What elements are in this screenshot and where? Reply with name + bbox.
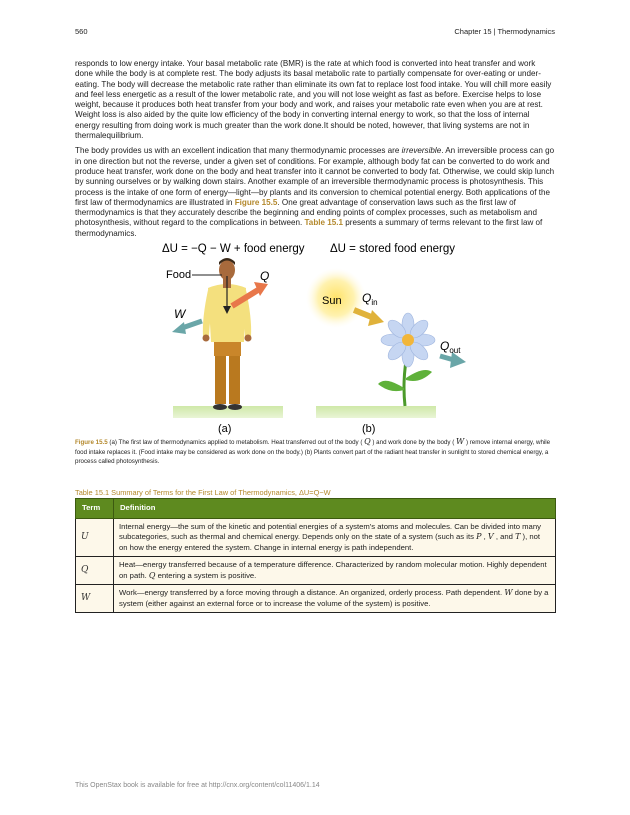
- header-definition: Definition: [114, 499, 556, 519]
- table-header-row: [76, 499, 556, 519]
- heat-in-arrowhead: [368, 310, 384, 326]
- figure-first-law: [140, 238, 480, 438]
- sun-label: Sun: [322, 295, 342, 307]
- figure-caption: Figure 15.5 (a) The first law of thermodynamics applied to metabolism. Heat transferred out of the body ( Q ) and work done by the body ( W ) remove internal energy, while food intake replaces it. (Food intake may be considered as work done on the body.) (b) Plants convert part of the radiant heat transfer in sunlight to stored chemical energy, a process called photosynthesis.: [75, 437, 551, 466]
- w-label: W: [174, 307, 186, 321]
- table-row: [76, 557, 556, 585]
- chapter-title: Chapter 15 | Thermodynamics: [454, 27, 555, 36]
- panel-label-b: (b): [362, 423, 376, 435]
- table-caption: Table 15.1 Summary of Terms for the First Law of Thermodynamics, ΔU=Q−W: [75, 488, 331, 497]
- work-arrowhead: [172, 322, 186, 334]
- figure-link[interactable]: Figure 15.5: [234, 197, 278, 207]
- term-cell: Q: [76, 557, 114, 585]
- panel-label-a: (a): [218, 423, 232, 435]
- emphasis-irreversible: irreversible: [401, 146, 442, 156]
- table-row: [76, 518, 556, 557]
- summary-table: [75, 498, 556, 613]
- flower-figure: [378, 313, 435, 406]
- qin-label: $Q_{in}$: [362, 291, 378, 307]
- term-cell: U: [76, 518, 114, 557]
- body-text: [75, 59, 555, 244]
- qout-label: $Q_{out}$: [440, 339, 461, 355]
- q-label-a: Q: [260, 269, 270, 283]
- food-label: Food: [166, 269, 192, 281]
- definition-cell: Internal energy—the sum of the kinetic and potential energies of a system's atoms and molecules. Can be divided into many subcategories, such as thermal and chemical energy. Depends only on the state of a system (such as its P , V , and T ), not on how the energy entered the system. Change in internal energy is path independent.: [114, 518, 556, 557]
- symbol-w: W: [456, 437, 465, 446]
- ground-b: [316, 406, 436, 418]
- figure-label: Figure 15.5: [75, 439, 108, 446]
- definition-cell: Heat—energy transferred because of a temperature difference. Characterized by random molecular motion. Highly dependent on path. Q entering a system is positive.: [114, 557, 556, 585]
- symbol-q: Q: [364, 437, 371, 446]
- equation-a: ΔU = −Q − W + food energy: [162, 243, 305, 255]
- page-number: 560: [75, 27, 88, 36]
- footer-note: This OpenStax book is available for free at http://cnx.org/content/col11406/1.14: [75, 782, 320, 789]
- header-term: Term: [76, 499, 114, 519]
- table-link[interactable]: Table 15.1: [304, 218, 344, 228]
- work-arrow: [182, 321, 202, 328]
- equation-b: ΔU = stored food energy: [330, 243, 455, 255]
- table-row: [76, 585, 556, 613]
- term-cell: W: [76, 585, 114, 613]
- ground-a: [173, 406, 283, 418]
- paragraph-2: The body provides us with an excellent indication that many thermodynamic processes are irreversible. An irreversible process can go in one direction but not the reverse, under a given set of conditions. For example, although body fat can be converted to do work and produce heat transfer, work done on the body and heat transfer into it cannot be converted to body fat. Otherwise, we could skip lunch by sunning ourselves or by walking down stairs. Another example of an irreversible thermodynamic process is photosynthesis. This process is the intake of one form of energy—light—by plants and its conversion to chemical potential energy. Both applications of the first law of thermodynamics are illustrated in Figure 15.5. One great advantage of conservation laws such as the first law of thermodynamics is that they accurately describe the beginning and ending points of complex processes, such as metabolism and photosynthesis, without regard to the complications in between. Table 15.1 presents a summary of terms relevant to the first law of thermodynamics.: [75, 146, 555, 238]
- definition-cell: Work—energy transferred by a force moving through a distance. An organized, orderly process. Path dependent. W done by a system (either against an external force or to increase the volume of the system) is positive.: [114, 585, 556, 613]
- paragraph-1: responds to low energy intake. Your basal metabolic rate (BMR) is the rate at which food is converted into heat transfer and work done while the body is at complete rest. The body adjusts its basal metabolic rate to partially compensate for over-eating or under-eating. The body will decrease the metabolic rate rather than eliminate its own fat to replace lost food intake. You will chill more easily and feel less energetic as a result of the lower metabolic rate, and you will not lose weight as fast as before. Exercise helps to lose weight, because it produces both heat transfer from your body and work, and raises your metabolic rate even when you are at rest. Weight loss is also aided by the quite low efficiency of the body in converting internal energy to work, so that the loss of internal energy resulting from doing work is much greater than the work done.It should be noted, however, that living systems are not in thermalequilibrium.: [75, 59, 552, 141]
